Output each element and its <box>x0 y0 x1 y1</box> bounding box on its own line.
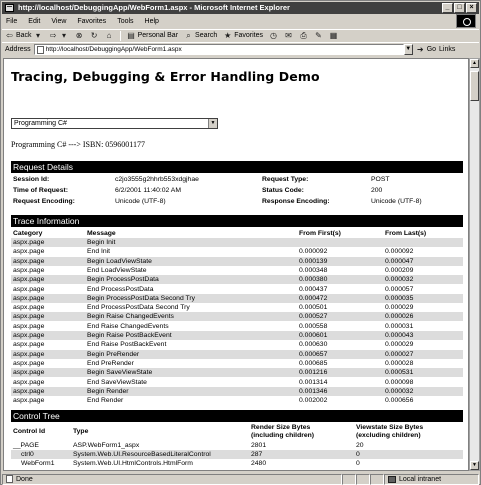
request-detail-cell: 6/2/2001 11:40:02 AM <box>115 187 182 194</box>
menu-file[interactable]: File <box>6 17 18 25</box>
request-detail-cell: Status Code: <box>262 187 304 194</box>
trace-row <box>11 359 463 368</box>
trace-cell: End Render <box>87 397 124 405</box>
security-zone <box>384 474 479 485</box>
trace-cell: Begin Init <box>87 239 116 246</box>
control-tree-cell: 287 <box>251 451 263 458</box>
intranet-icon <box>388 476 396 483</box>
trace-cell: aspx.page <box>13 359 45 367</box>
trace-cell: 0.000601 <box>299 332 328 339</box>
address-dropdown-button[interactable]: ▼ <box>404 44 413 55</box>
trace-cell: End PreRender <box>87 359 134 367</box>
trace-cell: 0.000057 <box>385 285 414 293</box>
book-dropdown-value: Programming C# <box>14 120 67 127</box>
trace-cell: 0.002002 <box>299 397 328 405</box>
menu-help[interactable]: Help <box>144 17 159 25</box>
trace-cell: 0.000657 <box>299 350 328 358</box>
control-tree-cell: 0 <box>356 460 360 467</box>
trace-cell: 0.001346 <box>299 387 328 395</box>
mail-icon[interactable]: ✉ <box>285 31 292 40</box>
favorites-icon: ★ <box>224 31 232 40</box>
status-main <box>2 474 342 485</box>
address-label: Address <box>5 46 31 53</box>
trace-cell: End SaveViewState <box>87 378 147 386</box>
trace-cell: aspx.page <box>13 313 45 321</box>
forward-arrow-icon: ⇨ <box>49 31 57 40</box>
request-detail-cell: Session Id: <box>13 176 50 183</box>
trace-cell: aspx.page <box>13 285 45 293</box>
control-tree-column-header: (including children) <box>251 432 315 439</box>
trace-cell: Begin SaveViewState <box>87 369 153 377</box>
window-controls <box>442 3 477 13</box>
trace-cell: 0.000092 <box>385 248 414 256</box>
minimize-button[interactable]: _ <box>442 3 453 13</box>
window-title: http://localhost/DebuggingApp/WebForm1.aspx - Microsoft Internet Explorer <box>18 3 290 12</box>
trace-cell: 0.000029 <box>385 341 414 349</box>
chevron-down-icon: ▾ <box>36 31 41 40</box>
trace-column-header: From Last(s) <box>385 230 427 237</box>
scroll-up-button[interactable]: ▲ <box>470 59 479 68</box>
request-detail-cell: 200 <box>371 187 383 194</box>
request-detail-cell: c2jo3555g2hhrb553xdgjhae <box>115 176 199 183</box>
trace-cell: 0.000630 <box>299 341 328 349</box>
request-detail-cell: Request Type: <box>262 176 309 183</box>
go-label: Go <box>426 46 437 53</box>
status-cell <box>356 474 370 485</box>
trace-cell: aspx.page <box>13 341 45 349</box>
trace-cell: 0.000348 <box>299 266 328 274</box>
back-label: Back <box>16 32 32 39</box>
request-details-heading: Request Details <box>11 161 463 173</box>
trace-cell: 0.000043 <box>385 332 414 339</box>
control-tree-cell: 20 <box>356 442 364 449</box>
control-tree-cell: System.Web.UI.ResourceBasedLiteralControl <box>73 451 211 458</box>
trace-cell: aspx.page <box>13 397 45 405</box>
request-detail-cell: Unicode (UTF-8) <box>115 198 166 205</box>
trace-row <box>11 322 463 331</box>
menu-view[interactable]: View <box>51 17 67 25</box>
trace-cell: 0.001216 <box>299 369 328 377</box>
trace-cell: 0.000027 <box>385 350 414 358</box>
trace-row <box>11 378 463 387</box>
trace-cell: aspx.page <box>13 239 45 246</box>
back-arrow-icon: ⇦ <box>6 31 13 40</box>
stop-icon[interactable]: ⊗ <box>75 31 83 40</box>
page-title: Tracing, Debugging & Error Handling Demo <box>11 69 320 84</box>
maximize-button[interactable]: □ <box>454 3 465 13</box>
trace-cell: 0.000501 <box>299 304 328 312</box>
address-bar <box>2 42 479 56</box>
address-url: http://localhost/DebuggingApp/WebForm1.aspx <box>45 46 182 53</box>
trace-row <box>11 312 463 321</box>
status-cell <box>370 474 384 485</box>
trace-information-heading: Trace Information <box>11 215 463 227</box>
trace-cell: aspx.page <box>13 266 45 274</box>
control-tree-cell: WebForm1 <box>21 460 55 467</box>
status-cell <box>342 474 356 485</box>
menu-bar <box>2 15 452 27</box>
personal-bar-icon: ▤ <box>127 31 135 40</box>
trace-row <box>11 266 463 275</box>
forward-button[interactable] <box>49 31 69 40</box>
trace-row <box>11 340 463 349</box>
control-tree-cell: 2480 <box>251 460 267 467</box>
trace-cell: aspx.page <box>13 332 45 339</box>
trace-row <box>11 350 463 359</box>
control-tree-row <box>11 459 463 468</box>
windows-logo-icon <box>456 14 476 28</box>
edit-icon[interactable]: ✎ <box>315 31 322 40</box>
trace-cell: 0.000656 <box>385 397 414 405</box>
history-icon[interactable]: ◷ <box>270 31 277 40</box>
menu-edit[interactable]: Edit <box>28 17 41 25</box>
trace-cell: aspx.page <box>13 387 45 395</box>
request-detail-row <box>11 186 463 195</box>
search-label: Search <box>195 32 218 39</box>
address-input[interactable] <box>34 44 404 55</box>
menu-favorites[interactable]: Favorites <box>77 17 107 25</box>
zone-label: Local intranet <box>399 475 442 483</box>
control-tree-header-row <box>11 424 463 441</box>
trace-cell: 0.000527 <box>299 313 328 321</box>
back-button[interactable] <box>5 31 43 40</box>
trace-row <box>11 303 463 312</box>
trace-column-header: Message <box>87 230 116 237</box>
trace-cell: Begin Raise PostBackEvent <box>87 332 172 339</box>
book-dropdown[interactable] <box>11 118 218 129</box>
trace-cell: aspx.page <box>13 322 45 330</box>
chevron-down-icon: ▾ <box>62 31 67 40</box>
trace-cell: Begin Render <box>87 387 129 395</box>
control-tree-column-header: Control Id <box>13 428 46 435</box>
trace-cell: aspx.page <box>13 276 45 284</box>
trace-cell: End Init <box>87 248 111 256</box>
scroll-down-button[interactable]: ▼ <box>470 461 479 470</box>
trace-cell: End LoadViewState <box>87 266 147 274</box>
page-viewport <box>3 58 469 471</box>
trace-cell: 0.000026 <box>385 313 414 321</box>
control-tree-column-header: (excluding children) <box>356 432 421 439</box>
go-arrow-icon: ➜ <box>416 45 424 54</box>
page-icon <box>37 46 44 54</box>
request-detail-cell: Request Encoding: <box>13 198 75 205</box>
trace-row <box>11 275 463 284</box>
trace-column-header: Category <box>13 230 43 237</box>
trace-cell: 0.000029 <box>385 304 414 312</box>
personal-bar-button[interactable] <box>127 31 178 40</box>
trace-cell: 0.000558 <box>299 322 328 330</box>
trace-cell: aspx.page <box>13 294 45 302</box>
trace-cell: 0.000139 <box>299 257 328 265</box>
print-icon[interactable]: ⎙ <box>300 31 307 40</box>
control-tree-cell: __PAGE <box>13 442 39 449</box>
trace-row <box>11 238 463 247</box>
control-tree-row <box>11 450 463 459</box>
trace-cell: aspx.page <box>13 257 45 265</box>
control-tree-cell: 2801 <box>251 442 267 449</box>
personal-bar-label: Personal Bar <box>137 32 179 39</box>
trace-cell: 0.000031 <box>385 322 414 330</box>
trace-cell: 0.000035 <box>385 294 414 302</box>
trace-row <box>11 294 463 303</box>
home-icon[interactable]: ⌂ <box>106 31 112 40</box>
trace-cell: 0.000032 <box>385 387 414 395</box>
search-button[interactable] <box>184 31 217 40</box>
trace-cell: End Raise ChangedEvents <box>87 322 169 330</box>
toolbar-separator <box>120 31 121 41</box>
close-button[interactable]: × <box>466 3 477 13</box>
control-tree-cell: 0 <box>356 451 360 458</box>
title-bar[interactable] <box>2 2 479 14</box>
trace-cell: 0.000380 <box>299 276 328 284</box>
trace-cell: 0.000209 <box>385 266 414 274</box>
trace-cell: Begin ProcessPostData Second Try <box>87 294 196 302</box>
trace-cell: aspx.page <box>13 350 45 358</box>
menu-tools[interactable]: Tools <box>117 17 134 25</box>
trace-row <box>11 285 463 294</box>
standard-toolbar <box>2 29 479 41</box>
status-text: Done <box>16 475 33 483</box>
status-bar <box>2 473 479 485</box>
search-icon: ⌕ <box>186 31 191 40</box>
trace-cell: 0.000098 <box>385 378 414 386</box>
trace-row <box>11 387 463 396</box>
trace-cell: Begin LoadViewState <box>87 257 152 265</box>
vertical-scrollbar[interactable] <box>469 58 480 471</box>
trace-cell: 0.000032 <box>385 276 414 284</box>
trace-row <box>11 331 463 340</box>
request-detail-cell: Time of Request: <box>13 187 69 194</box>
trace-cell: aspx.page <box>13 248 45 256</box>
control-tree-heading: Control Tree <box>11 410 463 422</box>
trace-row <box>11 368 463 377</box>
trace-row <box>11 257 463 266</box>
request-detail-cell: Response Encoding: <box>262 198 330 205</box>
control-tree-column-header: Type <box>73 428 89 435</box>
trace-header-row <box>11 229 463 238</box>
trace-cell: End Raise PostBackEvent <box>87 341 167 349</box>
trace-cell: 0.001314 <box>299 378 328 386</box>
discuss-icon[interactable]: ▦ <box>329 31 338 40</box>
scroll-thumb[interactable] <box>470 71 479 101</box>
trace-cell: 0.000028 <box>385 359 414 367</box>
control-tree-cell: ASP.WebForm1_aspx <box>73 442 140 449</box>
refresh-icon[interactable]: ↻ <box>90 31 98 40</box>
chevron-down-icon[interactable]: ▼ <box>208 119 217 128</box>
trace-cell: 0.000437 <box>299 285 328 293</box>
trace-cell: 0.000531 <box>385 369 414 377</box>
control-tree-column-header: Render Size Bytes <box>251 424 311 431</box>
trace-cell: Begin Raise ChangedEvents <box>87 313 174 321</box>
trace-cell: 0.000092 <box>299 248 328 256</box>
trace-cell: End ProcessPostData Second Try <box>87 304 190 312</box>
page-icon <box>6 475 13 483</box>
trace-cell: aspx.page <box>13 304 45 312</box>
trace-cell: Begin ProcessPostData <box>87 276 159 284</box>
trace-cell: 0.000047 <box>385 257 414 265</box>
control-tree-cell: System.Web.UI.HtmlControls.HtmlForm <box>73 460 193 467</box>
request-detail-cell: Unicode (UTF-8) <box>371 198 422 205</box>
trace-cell: aspx.page <box>13 378 45 386</box>
links-button[interactable]: Links <box>439 46 456 53</box>
ie-icon <box>5 4 14 12</box>
trace-cell: aspx.page <box>13 369 45 377</box>
favorites-button[interactable] <box>223 31 263 40</box>
trace-cell: End ProcessPostData <box>87 285 154 293</box>
control-tree-row <box>11 441 463 450</box>
go-button[interactable] <box>416 45 436 54</box>
favorites-label: Favorites <box>234 32 264 39</box>
request-detail-row <box>11 197 463 206</box>
control-tree-cell: ctrl0 <box>21 451 34 458</box>
trace-cell: Begin PreRender <box>87 350 140 358</box>
isbn-text: Programming C# ---> ISBN: 0596001177 <box>11 140 145 149</box>
trace-column-header: From First(s) <box>299 230 341 237</box>
trace-cell: 0.000685 <box>299 359 328 367</box>
trace-row <box>11 247 463 256</box>
request-detail-row <box>11 175 463 184</box>
trace-cell: 0.000472 <box>299 294 328 302</box>
trace-row <box>11 396 463 405</box>
control-tree-column-header: Viewstate Size Bytes <box>356 424 424 431</box>
request-detail-cell: POST <box>371 176 390 183</box>
